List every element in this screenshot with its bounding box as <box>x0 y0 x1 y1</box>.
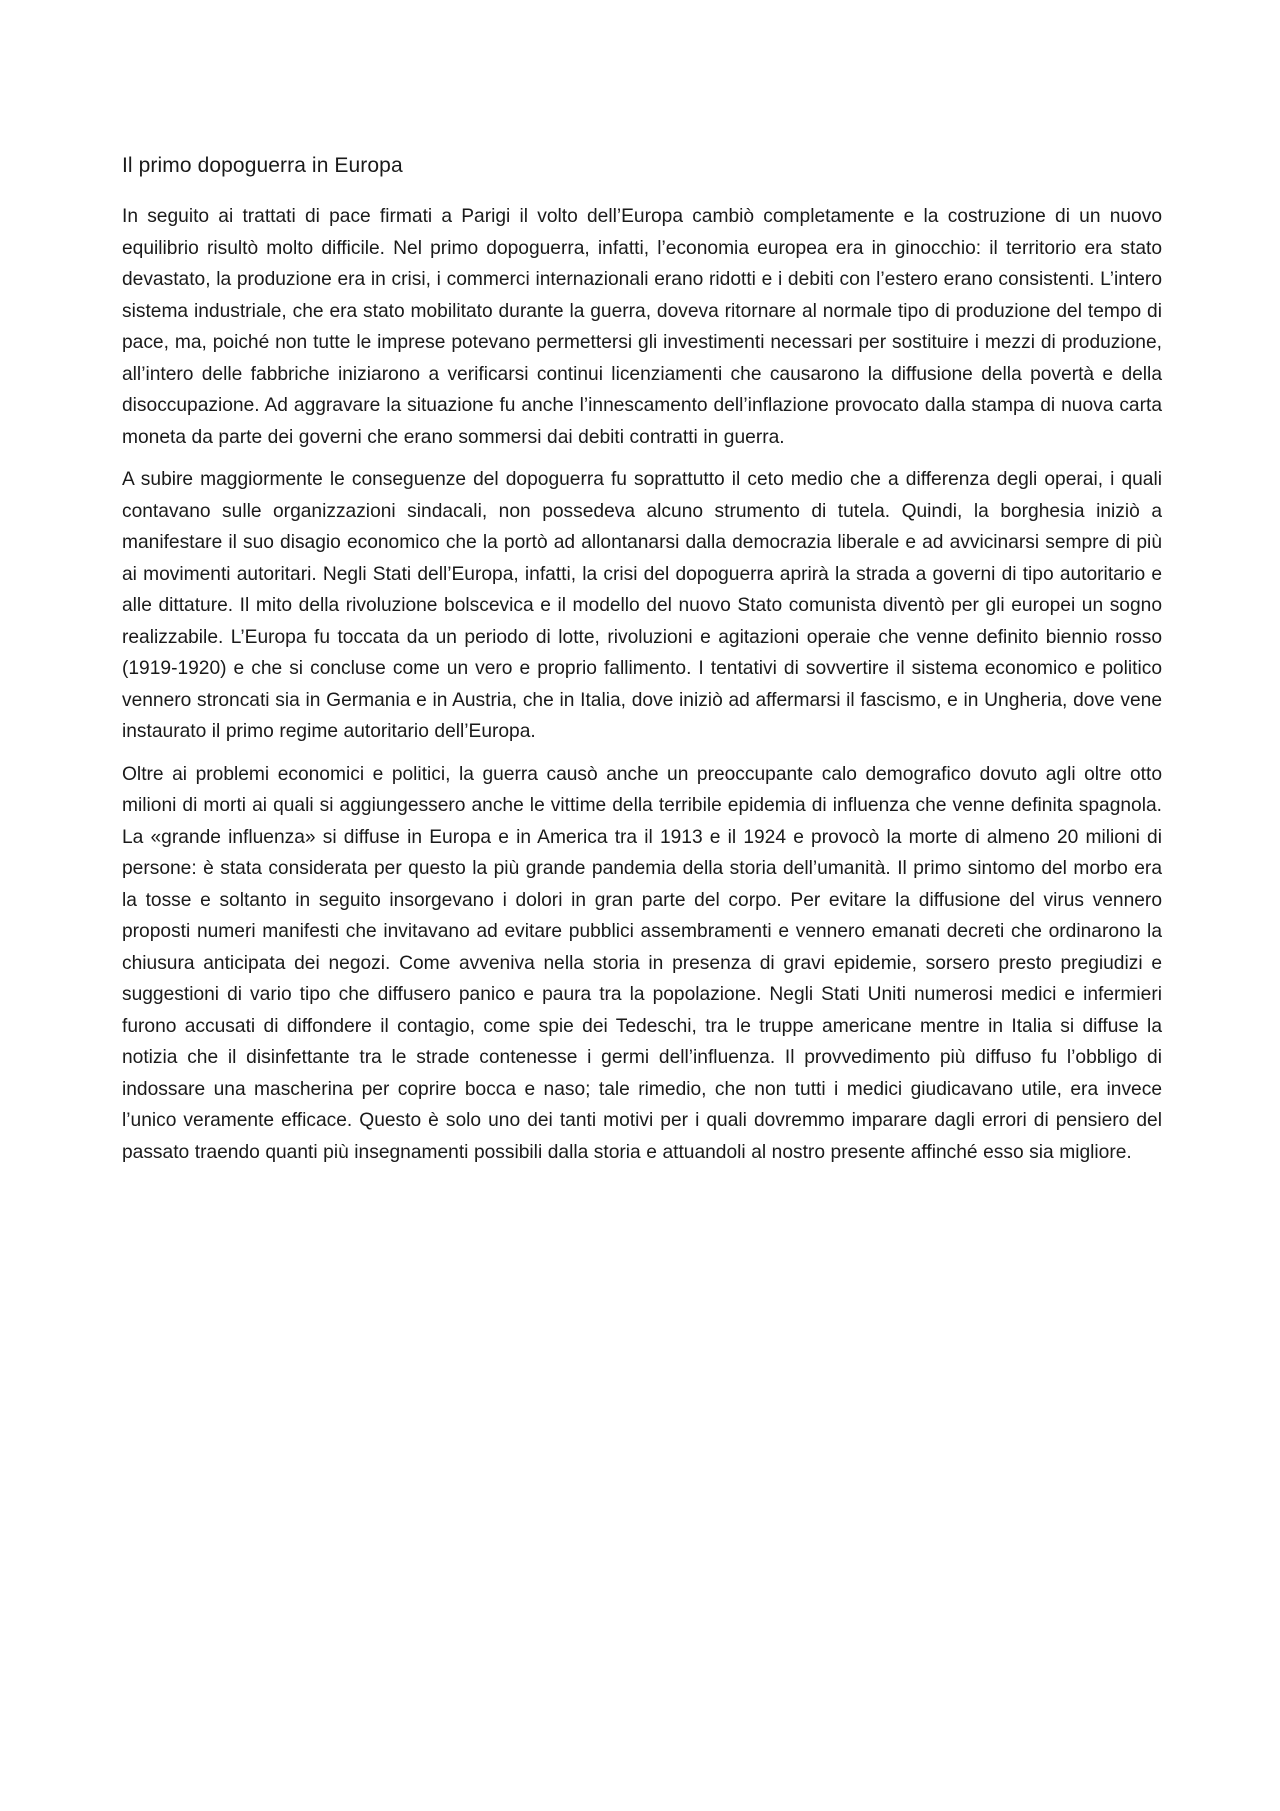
document-body <box>122 150 1162 1179</box>
paragraph-middle-class: A subire maggiormente le conseguenze del dopoguerra fu soprattutto il ceto medio che a differenza degli operai, i quali contavano sulle organizzazioni sindacali, non possedeva alcuno strumento di tutela. Quindi, la borghesia iniziò a manifestare il suo disagio economico che la portò ad allontanarsi dalla democrazia liberale e ad avvicinarsi sempre di più ai movimenti autoritari. Negli Stati dell’Europa, infatti, la crisi del dopoguerra aprirà la strada a governi di tipo autoritario e alle dittature. Il mito della rivoluzione bolscevica e il modello del nuovo Stato comunista diventò per gli europei un sogno realizzabile. L’Europa fu toccata da un periodo di lotte, rivoluzioni e agitazioni operaie che venne definito biennio rosso (1919-1920) e che si concluse come un vero e proprio fallimento. I tentativi di sovvertire il sistema economico e politico vennero stroncati sia in Germania e in Austria, che in Italia, dove iniziò ad affermarsi il fascismo, e in Ungheria, dove vene instaurato il primo regime autoritario dell’Europa. <box>122 469 1162 742</box>
document-title: Il primo dopoguerra in Europa <box>122 154 403 177</box>
paragraph-spanish-flu: Oltre ai problemi economici e politici, la guerra causò anche un preoccupante calo demografico dovuto agli oltre otto milioni di morti ai quali si aggiungessero anche le vittime della terribile epidemia di influenza che venne definita spagnola. La «grande influenza» si diffuse in Europa e in America tra il 1913 e il 1924 e provocò la morte di almeno 20 milioni di persone: è stata considerata per questo la più grande pandemia della storia dell’umanità. Il primo sintomo del morbo era la tosse e soltanto in seguito insorgevano i dolori in gran parte del corpo. Per evitare la diffusione del virus vennero proposti numeri manifesti che invitavano ad evitare pubblici assembramenti e vennero emanati decreti che ordinarono la chiusura anticipata dei negozi. Come avveniva nella storia in presenza di gravi epidemie, sorsero presto pregiudizi e suggestioni di vario tipo che diffusero panico e paura tra la popolazione. Negli Stati Uniti numerosi medici e infermieri furono accusati di diffondere il contagio, come spie dei Tedeschi, tra le truppe americane mentre in Italia si diffuse la notizia che il disinfettante tra le strade contenesse i germi dell’influenza. Il provvedimento più diffuso fu l’obbligo di indossare una mascherina per coprire bocca e naso; tale rimedio, che non tutti i medici giudicavano utile, era invece l’unico veramente efficace. Questo è solo uno dei tanti motivi per i quali dovremmo imparare dagli errori di pensiero del passato traendo quanti più insegnamenti possibili dalla storia e attuandoli al nostro presente affinché esso sia migliore. <box>122 763 1162 1163</box>
paragraph-economic-crisis: In seguito ai trattati di pace firmati a Parigi il volto dell’Europa cambiò completamente e la costruzione di un nuovo equilibrio risultò molto difficile. Nel primo dopoguerra, infatti, l’economia europea era in ginocchio: il territorio era stato devastato, la produzione era in crisi, i commerci internazionali erano ridotti e i debiti con l’estero erano consistenti. L’intero sistema industriale, che era stato mobilitato durante la guerra, doveva ritornare al normale tipo di produzione del tempo di pace, ma, poiché non tutte le imprese potevano permettersi gli investimenti necessari per sostituire i mezzi di produzione, all’intero delle fabbriche iniziarono a verificarsi continui licenziamenti che causarono la diffusione della povertà e della disoccupazione. Ad aggravare la situazione fu anche l’innescamento dell’inflazione provocato dalla stampa di nuova carta moneta da parte dei governi che erano sommersi dai debiti contratti in guerra. <box>122 206 1162 448</box>
